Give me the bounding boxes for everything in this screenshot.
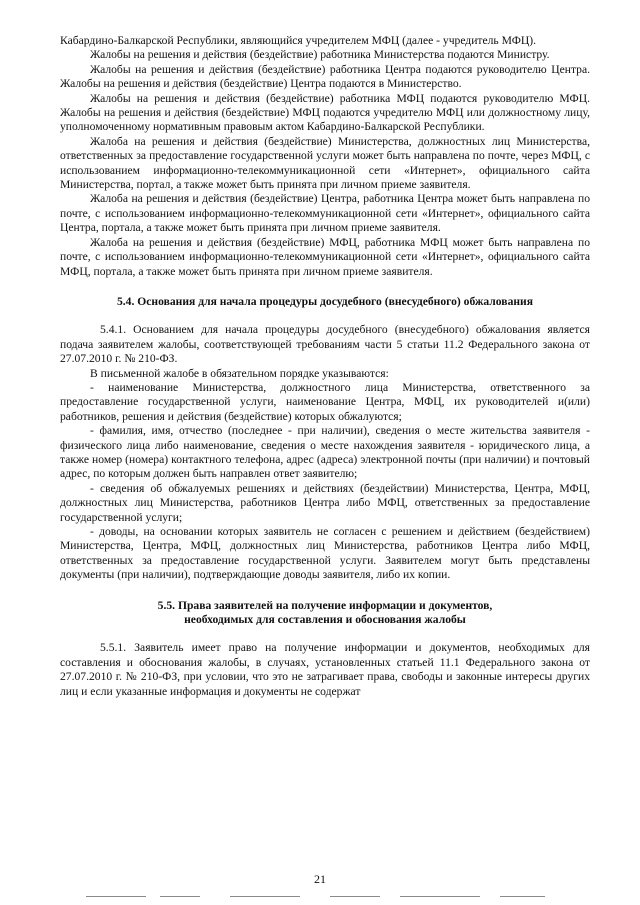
list-item-appealed-decisions: - сведения об обжалуемых решениях и действиях (бездействии) Министерства, Центра, МФЦ, должностных лиц Министерства, работников Центра либо МФЦ, ответственных за предоставление государственной услуги; xyxy=(60,481,590,524)
list-item-applicant-info: - фамилия, имя, отчество (последнее - при наличии), сведения о месте жительства заявителя - физического лица либо наименование, сведения о месте нахождения заявителя - юридического лица, а также номер (номера) контактного телефона, адрес (адреса) электронной почты (при наличии) и почтовый адрес, по которым должен быть направлен ответ заявителю; xyxy=(60,424,590,481)
paragraph-5-4-1: 5.4.1. Основанием для начала процедуры досудебного (внесудебного) обжалования является подача заявителем жалобы, соответствующей требованиям части 5 статьи 11.2 Федерального закона от 27.07.2010 г. № 210-ФЗ. xyxy=(60,323,590,366)
section-heading-5-5 xyxy=(60,599,590,628)
list-item-arguments: - доводы, на основании которых заявитель не согласен с решением и действием (бездействием) Министерства, Центра, МФЦ, должностных лиц Министерства, работников Центра либо МФЦ, ответственных за предоставление государственной услуги. Заявителем могут быть представлены документы (при наличии), подтверждающие доводы заявителя, либо их копии. xyxy=(60,525,590,582)
section-heading-5-4: 5.4. Основания для начала процедуры досудебного (внесудебного) обжалования xyxy=(116,294,534,308)
paragraph-ministry-channels: Жалоба на решения и действия (бездействие) Министерства, должностных лиц Министерства, ответственных за предоставление государственной услуги может быть направлена по почте, через МФЦ, с использованием информационно-телекоммуникационной сети «Интернет», официального сайта Министерства, портал, а также может быть принята при личном приеме заявителя. xyxy=(60,134,590,192)
paragraph-required-items-intro: В письменной жалобе в обязательном порядке указываются: xyxy=(90,366,389,380)
scan-artifact-line xyxy=(230,896,300,897)
scan-artifact-line xyxy=(160,896,200,897)
scan-artifact-line xyxy=(500,896,545,897)
paragraph-continuation: Кабардино-Балкарской Республики, являющийся учредителем МФЦ (далее - учредитель МФЦ). xyxy=(60,34,537,47)
scan-artifact-line xyxy=(86,896,146,897)
page-number: 21 xyxy=(314,872,326,886)
paragraph-center-complaints: Жалобы на решения и действия (бездействие) работника Центра подаются руководителю Центра. Жалобы на решения и действия (бездействие) Центра подаются в Министерство. xyxy=(60,62,590,91)
paragraph-5-5-1: 5.5.1. Заявитель имеет право на получение информации и документов, необходимых для составления и обоснования жалобы, в случаях, установленных статьей 11.1 Федерального закона от 27.07.2010 г. № 210-ФЗ, при условии, что это не затрагивает права, свободы и законные интересы других лиц и если указанные информация и документы не содержат xyxy=(60,641,590,698)
section-heading-5-5-line2: необходимых для составления и обоснования жалобы xyxy=(184,613,466,627)
paragraph-mfc-channels: Жалоба на решения и действия (бездействие) МФЦ, работника МФЦ может быть направлена по почте, с использованием информационно-телекоммуникационной сети «Интернет», официального сайта МФЦ, портала, а также может быть принята при личном приеме заявителя. xyxy=(60,235,590,278)
scan-artifact-line xyxy=(330,896,380,897)
paragraph-center-channels: Жалоба на решения и действия (бездействие) Центра, работника Центра может быть направлена по почте, с использованием информационно-телекоммуникационной сети «Интернет», официального сайта Центра, портала, а также может быть принята при личном приеме заявителя. xyxy=(60,192,590,235)
document-body xyxy=(60,34,590,699)
paragraph-mfc-complaints: Жалобы на решения и действия (бездействие) работника МФЦ подаются руководителю МФЦ. Жалобы на решения и действия (бездействие) МФЦ подаются учредителю МФЦ или должностному лицу, уполномоченному нормативным правовым актом Кабардино-Балкарской Республики. xyxy=(60,91,590,134)
scan-artifact-line xyxy=(400,896,480,897)
list-item-name: - наименование Министерства, должностного лица Министерства, ответственного за предоставление государственной услуги, наименование Центра, МФЦ, их руководителей и(или) работников, решения и действия (бездействие) которых обжалуются; xyxy=(60,380,590,423)
paragraph-ministry-complaints: Жалобы на решения и действия (бездействие) работника Министерства подаются Министру. xyxy=(90,48,550,62)
section-heading-5-5-line1: 5.5. Права заявителей на получение информации и документов, xyxy=(157,598,493,612)
